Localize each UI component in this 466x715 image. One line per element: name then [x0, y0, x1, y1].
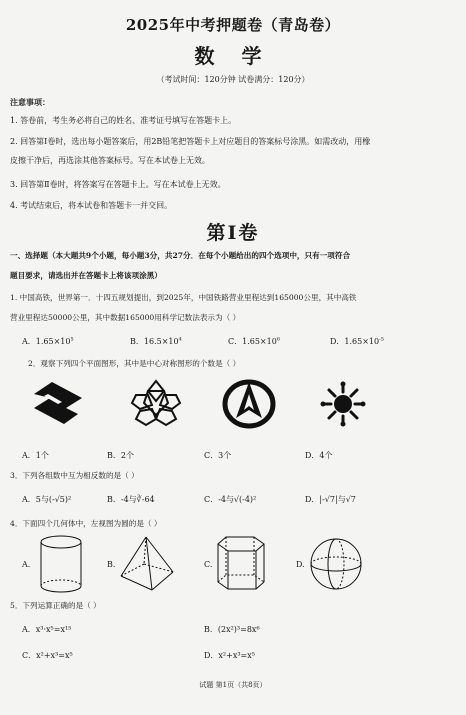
- q3-option-b: B．-4与∛-64: [107, 495, 155, 504]
- q3-option-c: C．-4与√(-4)²: [204, 495, 257, 504]
- star-trek-logo-figure: [222, 378, 276, 430]
- note-3: 3. 回答第Ⅱ卷时，将答案写在答题卡上。写在本试卷上无效。: [10, 180, 226, 189]
- q5-option-c: C．x²+x³=x⁵: [22, 651, 73, 660]
- q4-label-c: C.: [204, 560, 213, 569]
- q1-option-a: A．$1.65\times 10^5$: [22, 336, 74, 346]
- q3-stem: 3．下列各组数中互为相反数的是（ ）: [10, 471, 139, 480]
- sphere-figure: [308, 536, 364, 592]
- note-1: 1. 答卷前，考生务必将自己的姓名、准考证号填写在答题卡上。: [10, 116, 237, 125]
- q3-option-d: D．|-√7|与√7: [305, 495, 356, 504]
- section-line-2: 题目要求，请选出并在答题卡上将该项涂黑）: [10, 271, 162, 280]
- cylinder-figure: [36, 534, 86, 594]
- exam-info: （考试时间：120分钟 试卷满分：120分）: [156, 75, 310, 84]
- q4-label-d: D.: [296, 560, 305, 569]
- q2-option-b: B．2个: [107, 451, 134, 460]
- subject-title: 数 学: [194, 44, 272, 68]
- notes-heading: 注意事项：: [10, 97, 50, 107]
- q2-stem: 2．观察下列四个平面图形，其中是中心对称图形的个数是（ ）: [28, 359, 241, 368]
- note-2: 2. 回答第Ⅰ卷时，选出每小题答案后，用2B铅笔把答题卡上对应题目的答案标号涂黑。如需改动，用橡: [10, 137, 371, 146]
- q3-option-a: A．5与(-√5)²: [22, 495, 72, 504]
- q5-stem: 5．下列运算正确的是（ ）: [10, 601, 101, 610]
- q5-option-a: A．x³·x⁵=x¹⁵: [22, 625, 72, 634]
- q1-option-c: C．$1.65\times 10^6$: [228, 336, 281, 346]
- volume-title: 第Ⅰ卷: [206, 222, 260, 244]
- q1-line-1: 1. 中国高铁，世界第一．十四五规划提出，到2025年，中国铁路营业里程达到165000公里，其中高铁: [10, 293, 357, 302]
- q4-stem: 4．下面四个几何体中，左视图为圆的是（ ）: [10, 519, 162, 528]
- q5-option-d: D．x²+x³=x⁵: [204, 651, 255, 660]
- q2-option-c: C．3个: [204, 451, 232, 460]
- page-footer: 试题 第1页（共8页）: [199, 681, 267, 689]
- hexagram-knot-figure: [128, 378, 184, 428]
- note-2-cont: 皮擦干净后，再选涂其他答案标号。写在本试卷上无效。: [10, 156, 210, 165]
- suzuki-s-logo-figure: [30, 380, 86, 426]
- q1-option-b: B．$16.5\times 10^4$: [130, 336, 182, 346]
- exam-title: 2025年中考押题卷（青岛卷）: [125, 16, 341, 34]
- q4-label-b: B.: [107, 560, 116, 569]
- q2-option-a: A．1个: [22, 451, 49, 460]
- sun-burst-figure: [318, 380, 368, 428]
- q4-label-a: A.: [22, 560, 31, 569]
- hexagonal-prism-figure: [214, 534, 268, 594]
- note-4: 4. 考试结束后，将本试卷和答题卡一并交回。: [10, 201, 173, 210]
- pyramid-figure: [118, 534, 176, 594]
- q1-line-2: 营业里程达50000公里，其中数据165000用科学记数法表示为（ ）: [10, 313, 241, 322]
- q2-option-d: D．4个: [305, 451, 333, 460]
- q1-option-d: D．$1.65\times 10^{-5}$: [330, 336, 384, 346]
- q5-option-b: B．(2x²)³=8x⁶: [204, 625, 260, 634]
- section-line-1: 一、选择题（本大题共9个小题，每小题3分，共27分．在每个小题给出的四个选项中，只有一项符合: [10, 251, 351, 260]
